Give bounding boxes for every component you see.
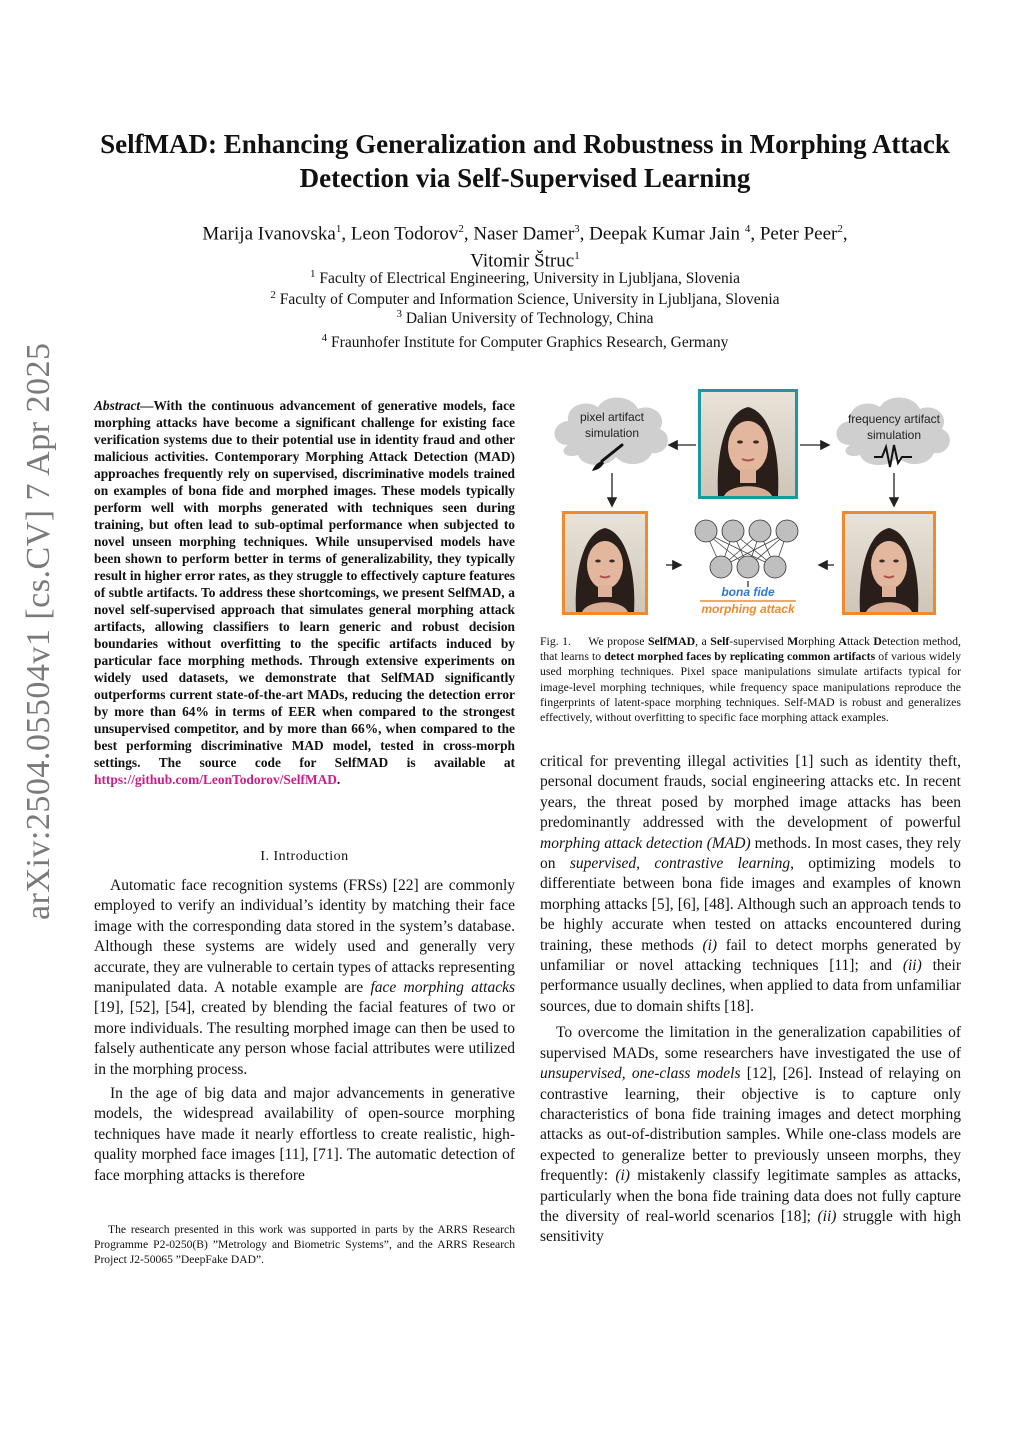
body-emphasis: (ii) — [902, 957, 922, 975]
body-paragraph — [540, 1023, 961, 1247]
affiliation-num: 4 — [321, 332, 328, 344]
caption-text: -supervised — [729, 634, 788, 648]
affiliation — [100, 305, 950, 328]
caption-text: etection method, that learns to — [540, 634, 962, 664]
affiliation-num: 3 — [396, 308, 402, 320]
author-affil: 2 — [837, 223, 843, 235]
author-name: Peter Peer — [759, 223, 838, 245]
affiliation — [100, 265, 950, 288]
figure-1 — [540, 385, 961, 625]
author-name: Naser Damer — [473, 223, 575, 245]
intro-text: Automatic face recognition systems (FRSs) [22] are commonly employed to verify an individual’s identity by matching their face image with the corresponding data stored in the system’s database. Although these systems are widely used and generally very accurate, they are vulnerable to certain types of attacks representing manipulated data. A notable example are — [94, 877, 515, 997]
source-code-link[interactable]: https://github.com/LeonTodorov/SelfMAD — [94, 772, 337, 787]
caption-bold: M — [787, 634, 799, 648]
author-name: Deepak Kumar Jain — [589, 223, 745, 245]
abstract-end: . — [336, 772, 341, 787]
affiliation-text: Faculty of Computer and Information Science, University in Ljubljana, Slovenia — [279, 291, 780, 309]
paper-title: SelfMAD: Enhancing Generalization and Robustness in Morphing Attack Detection via Self-Supervised Learning — [100, 129, 950, 193]
body-text: [12], [26]. Instead of relaying on contrastive learning, their objective is to capture only characteristics of bona fide training images and detect morphing attacks as out-of-distribution samples. While one-class models are expected to generalize better to previously unseen morphs, they frequently: — [540, 1065, 961, 1185]
body-emphasis: morphing attack detection (MAD) — [540, 834, 751, 852]
caption-text: ttack — [846, 634, 874, 648]
abstract — [94, 397, 515, 788]
caption-text: We propose — [588, 634, 648, 648]
intro-paragraph — [94, 876, 515, 1080]
abstract-lead: Abstract — [94, 398, 141, 413]
introduction-body — [94, 876, 515, 1186]
caption-bold: SelfMAD — [647, 634, 696, 648]
author-name: Marija Ivanovska — [202, 223, 336, 245]
funding-footnote — [94, 1222, 515, 1267]
caption-bold: A — [838, 634, 847, 648]
author-sep: , — [750, 223, 760, 245]
affiliation-num: 1 — [310, 268, 316, 280]
affiliation-text: Fraunhofer Institute for Computer Graphics Research, Germany — [331, 334, 729, 352]
author-sep: , — [341, 223, 351, 245]
body-emphasis: supervised, contrastive learning — [569, 855, 791, 873]
body-text: struggle with high sensitivity — [540, 1207, 961, 1246]
figure-caption — [540, 634, 961, 725]
abstract-text: With the continuous advancement of generative models, face morphing attacks have become a significant challenge for existing face verification systems due to their potential use in identity fraud and other malicious activities. Contemporary Morphing Attack Detection (MAD) approaches frequently rely on supervised, discriminative models trained on examples of bona fide and morphed images. These models typically perform well with morphs generated with techniques seen during training, but often lead to sub-optimal performance when subjected to novel unseen morphing techniques. While unsupervised models have been shown to perform better in terms of generalizability, they typically result in higher error rates, as they struggle to effectively capture features of subtle artifacts. To address these shortcomings, we present SelfMAD, a novel self-supervised approach that simulates general morphing attack artifacts, allowing classifiers to learn generic and robust decision boundaries without overfitting to the specific artifacts induced by particular face morphing methods. Through extensive experiments on widely used datasets, we demonstrate that SelfMAD significantly outperforms current state-of-the-art MADs, reducing the detection error by more than 64% in terms of EER when compared to the strongest unsupervised competitor, and by more than 66%, when compared to the best performing discriminative MAD model, tested in cross-morph settings. The source code for SelfMAD is available at — [94, 398, 515, 770]
body-text: To overcome the limitation in the generalization capabilities of supervised MADs, some researchers have investigated the use of — [540, 1024, 961, 1062]
body-text: their performance usually declines, when applied to data from unfamiliar sources, due to domain shifts [18]. — [540, 957, 961, 1015]
body-text: mistakenly classify legitimate samples as attacks, particularly when the bona fide training data does not fully capture the diversity of real-world scenarios [18]; — [540, 1167, 961, 1225]
author-affil: 1 — [335, 223, 342, 235]
pixel-artifact-cloud — [555, 397, 668, 471]
arxiv-side-label: arXiv:2504.05504v1 [cs.CV] 7 Apr 2025 — [20, 342, 57, 920]
author-sep: , — [842, 223, 848, 245]
affiliation-num: 2 — [270, 289, 276, 301]
intro-text: [19], [52], [54], created by blending the facial features of two or more individuals. The resulting morphed image can then be used to falsely authenticate any person whose facial attributes were utilized in the morphing process. — [94, 999, 515, 1078]
cloud-label-line: frequency artifact — [847, 412, 941, 426]
caption-text: of various widely used morphing techniques. Pixel space manipulations simulate artifacts typical for image-level morphing techniques, while frequency space manipulations reproduce the fingerprints of latent-space morphing techniques. Self-MAD is robust and generalizes effectively, without overfitting to specific face morphing attack examples. — [540, 649, 961, 725]
intro-paragraph: In the age of big data and major advancements in generative models, the widespread availability of open-source morphing techniques have made it nearly effortless to create realistic, high-quality morphed face images [11], [71]. The automatic detection of face morphing attacks is therefore — [94, 1085, 515, 1184]
legend-morphing-attack: morphing attack — [701, 602, 795, 616]
neural-network-diagram — [695, 520, 798, 578]
cloud-label-line: pixel artifact — [579, 410, 645, 424]
author-name: Leon Todorov — [350, 223, 459, 245]
caption-bold: D — [873, 634, 882, 648]
author-affil: 2 — [458, 223, 464, 235]
cloud-label-line: simulation — [866, 428, 922, 442]
affiliation-text: Dalian University of Technology, China — [405, 310, 654, 328]
legend-bona-fide: bona fide — [721, 585, 775, 599]
caption-text: orphing — [798, 634, 839, 648]
body-text: methods. In most cases, they rely on — [540, 834, 961, 873]
body-emphasis: unsupervised, one-class models — [540, 1065, 741, 1083]
intro-emphasis: face morphing attacks — [370, 979, 515, 997]
author-affil: 4 — [744, 223, 751, 235]
bona-fide-face-image — [698, 389, 798, 499]
frequency-morph-face-image — [842, 511, 936, 615]
body-emphasis: (ii) — [817, 1207, 837, 1225]
caption-text: , a — [695, 634, 711, 648]
body-paragraph — [540, 752, 961, 1017]
affiliation-text: Faculty of Electrical Engineering, University in Ljubljana, Slovenia — [319, 270, 740, 288]
caption-bold: Self — [710, 634, 730, 648]
caption-label: Fig. 1. — [540, 634, 571, 648]
author-sep: , — [579, 223, 590, 245]
cloud-label-line: simulation — [584, 426, 640, 440]
body-emphasis: (i) — [702, 936, 718, 954]
author-sep: , — [463, 223, 474, 245]
section-heading-introduction: I. Introduction — [260, 849, 349, 864]
pixel-morph-face-image — [562, 511, 648, 615]
body-text: fail to detect morphs generated by unfamiliar or novel attacking techniques [11]; and — [540, 936, 961, 975]
body-emphasis: (i) — [615, 1167, 630, 1185]
right-column-body — [540, 752, 961, 1248]
author-name: Vitomir Štruc — [470, 250, 575, 272]
author-affil: 1 — [574, 250, 580, 263]
affiliation — [100, 329, 950, 352]
author-affil: 3 — [574, 223, 580, 235]
abstract-dash: — — [140, 398, 154, 413]
footnote-text: The research presented in this work was supported in parts by the ARRS Research Programme P2-0250(B) ”Metrology and Biometric Systems”, and the ARRS Research Project J2-50065 ”DeepFake DAD”. — [94, 1223, 515, 1266]
body-text: critical for preventing illegal activities [1] such as identity theft, personal document frauds, social engineering attacks etc. In recent years, the threat posed by morphed image attacks has been predominantly addressed with the development of powerful — [540, 753, 961, 832]
caption-bold: detect morphed faces by replicating common artifacts — [604, 649, 876, 664]
body-text: , optimizing models to differentiate between bona fide images and examples of known morphing attacks [5], [6], [48]. Although such an approach tends to be highly accurate when tested on attacks encountered during training, these methods — [540, 855, 961, 954]
frequency-artifact-cloud — [837, 397, 950, 467]
